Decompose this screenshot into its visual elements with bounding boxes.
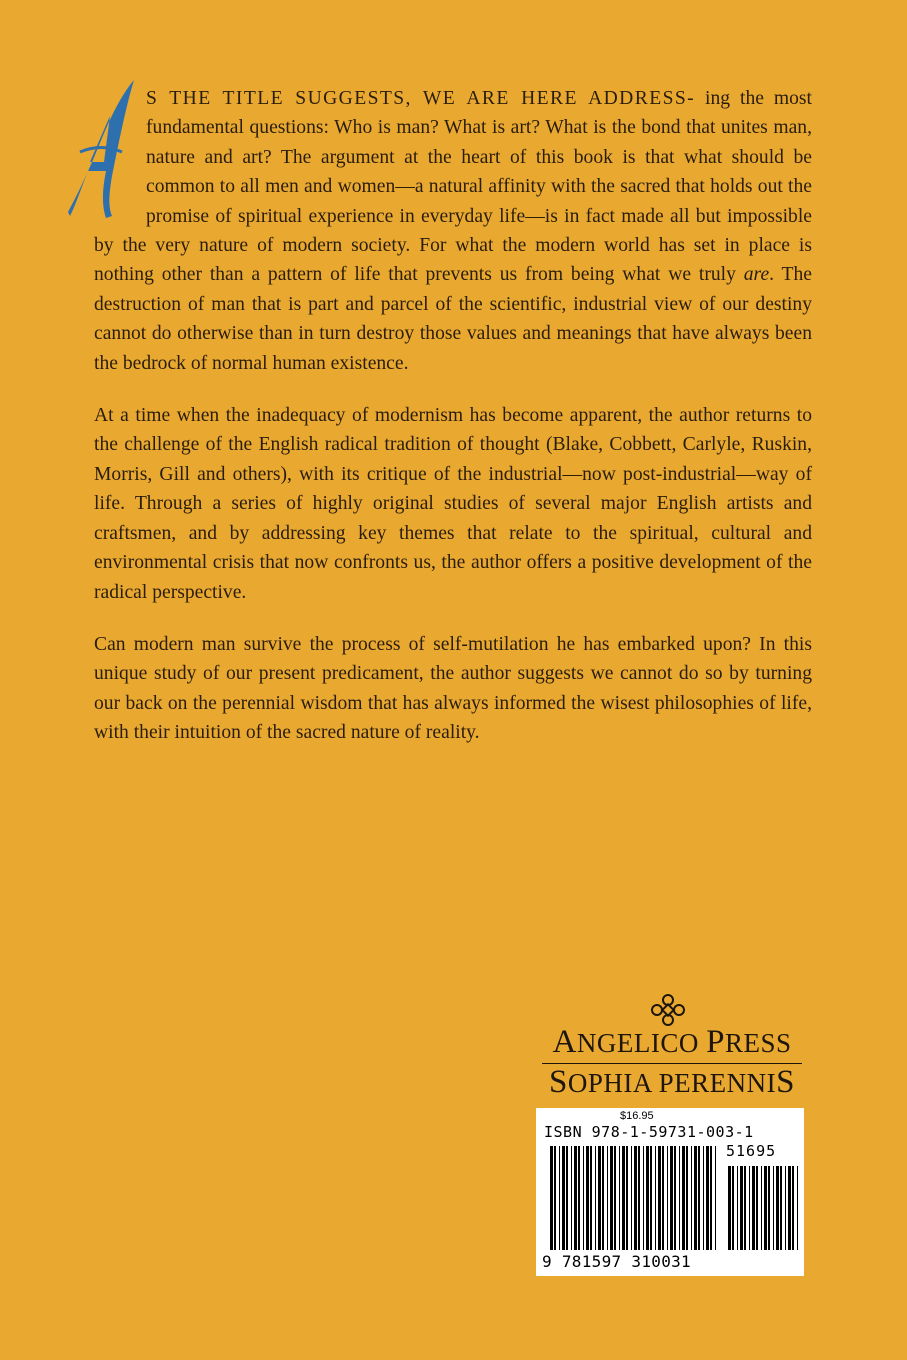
barcode-bar — [785, 1166, 786, 1250]
barcode-bar — [744, 1166, 746, 1250]
barcode-bar — [780, 1166, 782, 1250]
barcode-bar — [571, 1146, 572, 1250]
publisher-ornament-icon — [648, 992, 688, 1028]
blurb-paragraph-2: At a time when the inadequacy of modernism has become apparent, the author returns to the challenge of the English radical tradition of thought (Blake, Cobbett, Carlyle, Ruskin, Morris, Gill and others), with its critique of the industrial—now post-industrial—way of life. Through a series of highly original studies of several major English artists and craftsmen, and by addressing key themes that relate to the spiritual, cultural and environmental crisis that now confronts us, the author offers a positive development of the radical perspective. — [94, 405, 812, 603]
barcode-bar — [650, 1146, 652, 1250]
isbn-label: ISBN 978-1-59731-003-1 — [544, 1123, 754, 1141]
barcode-bar — [619, 1146, 620, 1250]
barcode-bar — [590, 1146, 592, 1250]
barcode-bar — [658, 1146, 661, 1250]
barcode-bar — [602, 1146, 604, 1250]
barcode-bar — [667, 1146, 668, 1250]
barcode-bar — [622, 1146, 625, 1250]
barcode-bar — [554, 1146, 556, 1250]
barcode-bar — [792, 1166, 794, 1250]
barcode-bar — [768, 1166, 770, 1250]
barcode-bar — [674, 1146, 676, 1250]
barcode-bar — [638, 1146, 640, 1250]
paragraph-1-text: ing the most fundamental questions: Who is man? What is art? What is the bond that unites man, nature and art? The argument at the heart of this book is that what should be common to all men and women—a natural affinity with the sacred that holds out the promise of spiritual experience in everyday life—is in fact made all but impossible by the very nature of modern society. For what the modern world has set in place is nothing other than a pattern of life that prevents us from being what we truly — [94, 88, 812, 286]
barcode-bar — [773, 1166, 774, 1250]
barcode-bar — [646, 1146, 649, 1250]
barcode-bar — [691, 1146, 692, 1250]
lead-in-small-caps: S THE TITLE SUGGESTS, WE ARE HERE ADDRESS- — [146, 88, 696, 109]
publisher-name-angelico: ANGELICO PRESS — [552, 1024, 792, 1060]
barcode-bar — [776, 1166, 779, 1250]
barcode-bar — [670, 1146, 673, 1250]
barcode-bar — [686, 1146, 688, 1250]
barcode-bar — [550, 1146, 553, 1250]
barcode-bar — [761, 1166, 762, 1250]
dropcap — [68, 76, 140, 226]
barcode-bar — [586, 1146, 589, 1250]
barcode-bar — [574, 1146, 577, 1250]
barcode-bar — [749, 1166, 750, 1250]
barcode-bar — [740, 1166, 743, 1250]
barcode-bar — [626, 1146, 628, 1250]
barcode-bar — [715, 1146, 716, 1250]
blurb-paragraph-1 — [94, 84, 812, 378]
barcode-bar — [583, 1146, 584, 1250]
barcode-bar — [797, 1166, 798, 1250]
barcode-bar — [682, 1146, 685, 1250]
barcode-bar — [566, 1146, 568, 1250]
barcode-bar — [703, 1146, 704, 1250]
barcode-bar — [643, 1146, 644, 1250]
barcode-bar — [679, 1146, 680, 1250]
barcode-bar — [698, 1146, 700, 1250]
barcode-bar — [595, 1146, 596, 1250]
barcode-bar — [764, 1166, 767, 1250]
paragraph-1-text-end: . The destruction of man that is part and parcel of the scientific, industrial view of our destiny cannot do otherwise than in turn destroy those values and meanings that have always been the bedrock of normal human existence. — [94, 264, 813, 374]
barcode-bar — [706, 1146, 709, 1250]
barcode-bar — [710, 1146, 712, 1250]
barcode-bar — [610, 1146, 613, 1250]
barcode-bar — [662, 1146, 664, 1250]
price-label: $16.95 — [620, 1110, 654, 1122]
publisher-logo — [534, 1024, 810, 1101]
dropcap-glyph — [68, 76, 140, 226]
barcode-bar — [562, 1146, 565, 1250]
barcode-bar — [732, 1166, 734, 1250]
addon-digits: 51695 — [726, 1142, 777, 1160]
barcode-bar — [756, 1166, 758, 1250]
ean-digits: 9 781597 310031 — [542, 1252, 691, 1271]
publisher-name-sophia: SOPHIA PERENNIS — [542, 1063, 802, 1101]
barcode-bar — [614, 1146, 616, 1250]
barcode-bar — [694, 1146, 697, 1250]
barcode-bar — [752, 1166, 755, 1250]
barcode-bar — [788, 1166, 791, 1250]
blurb — [94, 84, 812, 771]
barcode-bar — [578, 1146, 580, 1250]
isbn-barcode — [536, 1108, 804, 1276]
barcode-bar — [728, 1166, 731, 1250]
barcode-bar — [737, 1166, 738, 1250]
barcode-bar — [655, 1146, 656, 1250]
barcode-bar — [559, 1146, 560, 1250]
barcode-bar — [631, 1146, 632, 1250]
barcode-bar — [598, 1146, 601, 1250]
barcode-bar — [634, 1146, 637, 1250]
barcode-bar — [607, 1146, 608, 1250]
emphasis-are: are — [743, 264, 770, 286]
blurb-paragraph-3: Can modern man survive the process of self-mutilation he has embarked upon? In this unique study of our present predicament, the author suggests we cannot do so by turning our back on the perennial wisdom that has always informed the wisest philosophies of life, with their intuition of the sacred nature of reality. — [94, 633, 812, 744]
